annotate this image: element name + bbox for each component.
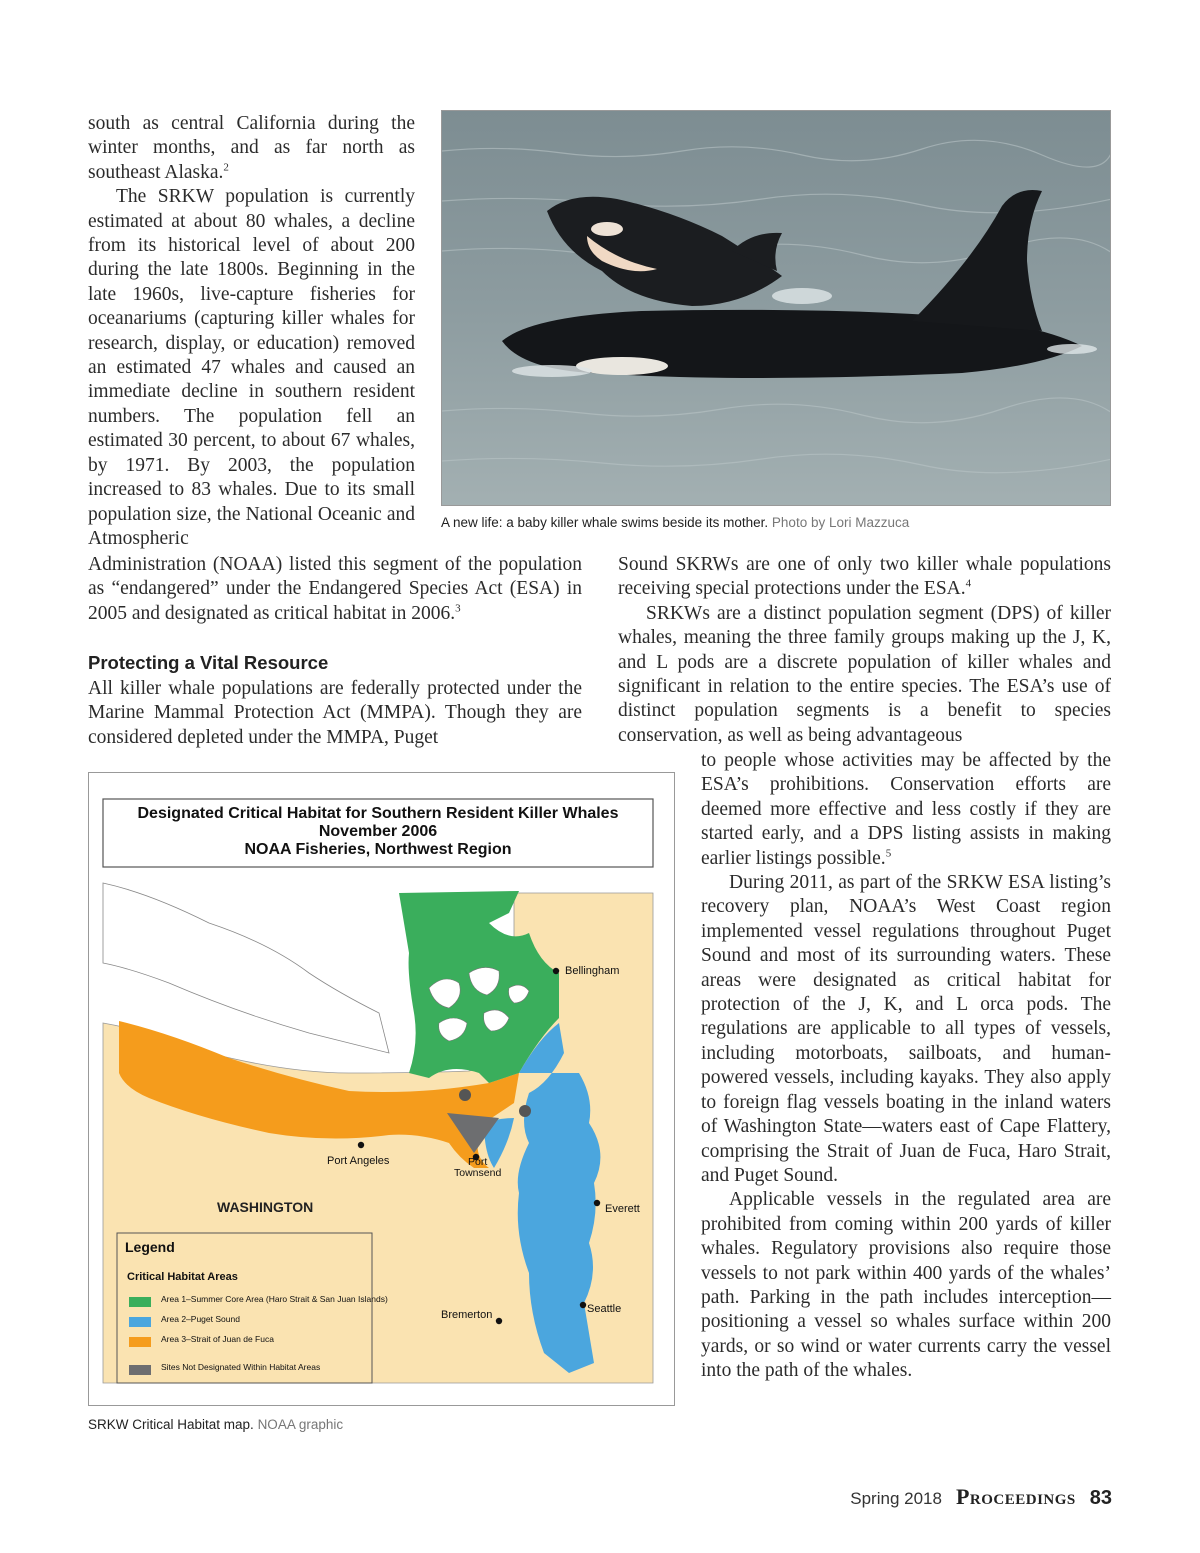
place-label-seattle: Seattle [587, 1303, 622, 1315]
legend-swatch [129, 1365, 151, 1375]
city-dot [358, 1142, 364, 1148]
legend-swatch [129, 1317, 151, 1327]
paragraph-text: The SRKW population is currently estimated at about 80 whales, a decline from its historical level of about 200 during the late 1800s. Beginning in the late 1960s, live-capture fisheries for oceanariums (capturing killer whales for research, display, or education) removed an estimated 47 whales and caused an immediate decline in southern resident numbers. The population fell an estimated 30 percent, to about 67 whales, by 1971. By 2003, the population increased to 83 whales. Due to its small population size, the National Oceanic and Atmospheric [88, 186, 415, 549]
photo-caption [441, 515, 909, 530]
page-number: 83 [1089, 1487, 1112, 1509]
map-title [103, 805, 653, 859]
caption-text: SRKW Critical Habitat map. [88, 1417, 254, 1432]
paragraph-text: Applicable vessels in the regulated area are prohibited from coming within 200 yards of killer whales. Regulatory provisions also require those vessels to not park within 400 yards of the whales’ path. Parking in the path includes interception—positioning a vessel so whales surface within 200 yards, or so wind or water currents carry the vessel into the path of the whales. [701, 1189, 1111, 1382]
footnote-ref: 3 [455, 602, 461, 615]
paragraph-text: SRKWs are a distinct population segment (DPS) of killer whales, meaning the three family groups making up the J, K, and L pods are a discrete population of killer whales and significant in relation to the entire species. The ESA’s use of distinct population segments is a benefit to species conservation, as well as being advantageous [618, 602, 1111, 746]
column2-top-text [618, 553, 1111, 748]
column2-narrow-text [701, 749, 1111, 1384]
paragraph-text: During 2011, as part of the SRKW ESA listing’s recovery plan, NOAA’s West Coast region implemented vessel regulations throughout Puget Sound and most of its surrounding waters. These areas were designated as critical habitat for protection of the J, K, and L orca pods. The regulations are applicable to all types of vessels, including motorboats, sailboats, and human-powered vessels, including kayaks. They also apply to foreign flag vessels boating in the inland waters of Washington State—waters east of Cape Flattery, comprising the Strait of Juan de Fuca, Haro Strait, and Puget Sound. [701, 872, 1111, 1186]
map-title-line: NOAA Fisheries, Northwest Region [244, 841, 512, 858]
caption-text: A new life: a baby killer whale swims beside its mother. [441, 515, 769, 530]
critical-habitat-map [88, 772, 675, 1406]
footnote-ref: 4 [965, 577, 972, 590]
paragraph-text: to people whose activities may be affected by the ESA’s prohibitions. Conservation efforts are deemed more effective and less costly if they are started early, and a DPS listing assists in making earlier listings possible. [701, 750, 1111, 869]
footnote-ref: 2 [223, 161, 229, 174]
paragraph-text: Administration (NOAA) listed this segment of the population as “endangered” under the Endangered Species Act (ESA) in 2005 and designated as critical habitat in 2006. [88, 554, 582, 624]
map-title-line: November 2006 [318, 823, 438, 840]
paragraph-text: Sound SKRWs are one of only two killer whale populations receiving special protections under the ESA. [618, 554, 1111, 600]
map-credit: NOAA graphic [257, 1417, 344, 1432]
section-heading: Protecting a Vital Resource [88, 652, 329, 673]
magazine-name: Proceedings [955, 1484, 1076, 1509]
paragraph-text: All killer whale populations are federally protected under the Marine Mammal Protection Act (MMPA). Though they are considered depleted under the MMPA, Puget [88, 678, 582, 748]
city-dot [580, 1302, 586, 1308]
legend-swatch [129, 1297, 151, 1307]
city-dot [496, 1318, 502, 1324]
column1-continued-text [88, 553, 582, 626]
photo-credit: Photo by Lori Mazzuca [771, 515, 910, 530]
column1-top-text [88, 112, 415, 551]
legend-swatch [129, 1337, 151, 1347]
map-caption [88, 1417, 343, 1432]
legend-item-area3: Area 3–Strait of Juan de Fuca [161, 1334, 274, 1344]
city-dot [594, 1200, 600, 1206]
city-dot [553, 968, 559, 974]
place-label-line: Port [468, 1156, 488, 1168]
place-label-bremerton: Bremerton [441, 1309, 493, 1321]
place-label-washington: WASHINGTON [217, 1199, 314, 1215]
place-label-everett: Everett [605, 1203, 640, 1215]
orca-photo [441, 110, 1111, 506]
place-label-line: Townsend [454, 1167, 502, 1179]
place-label-port-angeles: Port Angeles [327, 1155, 390, 1167]
paragraph-text: south as central California during the winter months, and as far north as southeast Alaska. [88, 113, 415, 183]
legend-subtitle: Critical Habitat Areas [127, 1271, 238, 1283]
issue-date: Spring 2018 [850, 1489, 942, 1508]
legend-item-area1: Area 1–Summer Core Area (Haro Strait & San Juan Islands) [161, 1294, 388, 1304]
legend-item-area2: Area 2–Puget Sound [161, 1314, 240, 1324]
place-label-bellingham: Bellingham [565, 965, 620, 977]
section-text [88, 677, 582, 750]
legend-item-sites: Sites Not Designated Within Habitat Areas [161, 1362, 321, 1372]
legend-title: Legend [125, 1239, 175, 1255]
page-footer [850, 1484, 1112, 1510]
place-label-port-townsend [454, 1157, 501, 1179]
footnote-ref: 5 [885, 847, 892, 860]
map-title-line: Designated Critical Habitat for Southern Resident Killer Whales [137, 805, 619, 822]
